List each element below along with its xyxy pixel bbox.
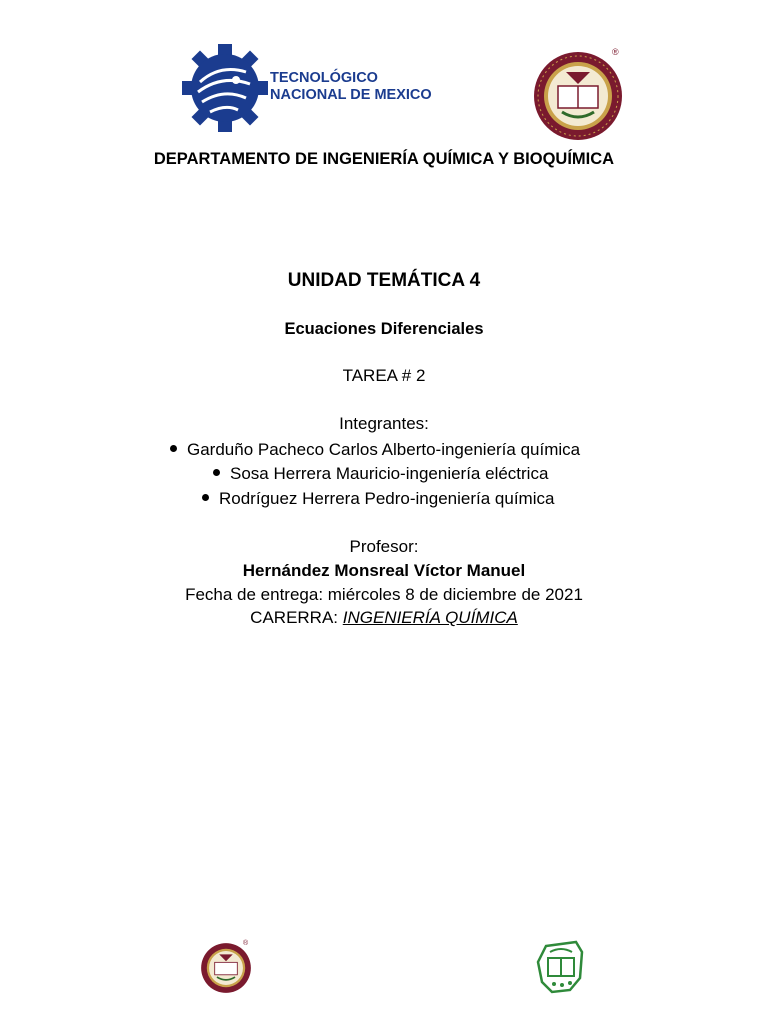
assignment-title: TAREA # 2: [342, 366, 426, 385]
member-name: Garduño Pacheco Carlos Alberto-ingeniería química: [187, 440, 581, 459]
tecnm-name: [270, 70, 432, 104]
tecnm-line-1: TECNOLÓGICO: [270, 70, 378, 86]
career-line: [0, 608, 768, 628]
tecnm-logo: [180, 42, 270, 134]
department-title: DEPARTAMENTO DE INGENIERÍA QUÍMICA Y BIOQUÍMICA: [153, 150, 615, 168]
subject-title: Ecuaciones Diferenciales: [284, 320, 484, 338]
bullet-icon: [202, 494, 209, 501]
bullet-icon: [170, 445, 177, 452]
career-label: CARERRA:: [250, 608, 343, 627]
tecnm-line-2: NACIONAL DE MEXICO: [270, 87, 432, 103]
member-item: [202, 489, 554, 509]
footer-green-logo: [532, 938, 590, 996]
member-item: [170, 440, 580, 460]
member-name: Sosa Herrera Mauricio-ingeniería eléctrica: [230, 464, 549, 483]
due-date: Fecha de entrega: miércoles 8 de diciembre de 2021: [185, 585, 583, 604]
member-name: Rodríguez Herrera Pedro-ingeniería química: [219, 489, 555, 508]
members-title: Integrantes:: [339, 414, 429, 433]
footer-itm-seal-logo: [200, 942, 252, 994]
footer-registered-mark: ®: [243, 940, 249, 947]
professor-name: Hernández Monsreal Víctor Manuel: [242, 561, 526, 580]
career-value: INGENIERÍA QUÍMICA: [342, 608, 518, 627]
itm-seal-logo: [532, 50, 624, 142]
bullet-icon: [213, 469, 220, 476]
member-item: [213, 464, 548, 484]
unit-title: UNIDAD TEMÁTICA 4: [287, 270, 481, 291]
professor-label: Profesor:: [349, 537, 419, 556]
registered-mark: ®: [612, 47, 619, 57]
